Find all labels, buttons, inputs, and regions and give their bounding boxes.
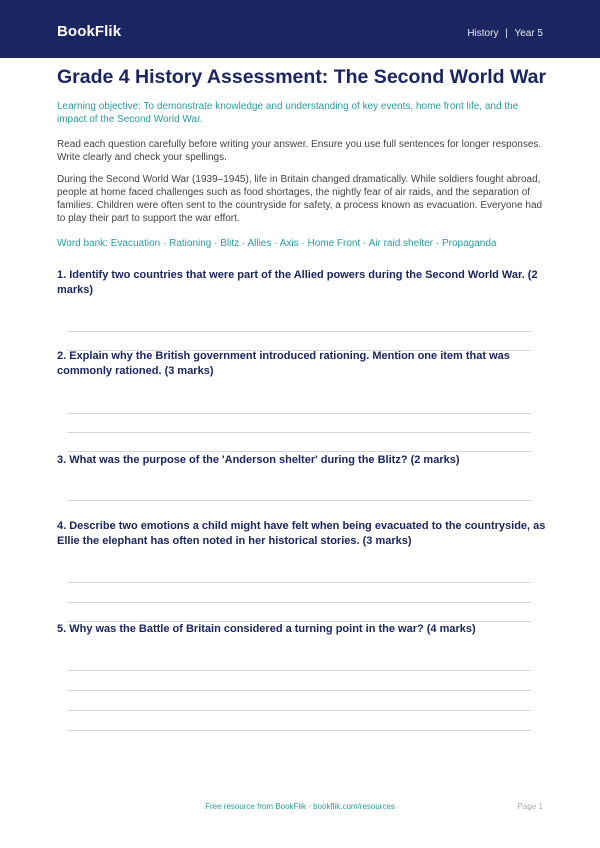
header-separator: | (505, 28, 508, 39)
question-5: 5. Why was the Battle of Britain considered a turning point in the war? (4 marks) (57, 623, 476, 635)
answer-line[interactable] (67, 432, 531, 433)
answer-line[interactable] (67, 730, 531, 731)
answer-line[interactable] (67, 451, 531, 452)
answer-line[interactable] (67, 710, 531, 711)
answer-line[interactable] (67, 331, 531, 332)
year-label: Year 5 (514, 28, 543, 39)
subject-label: History (467, 28, 499, 39)
answer-line[interactable] (67, 690, 531, 691)
question-2: 2. Explain why the British government introduced rationing. Mention one item that was commonly rationed. (3 marks) (57, 350, 510, 377)
page-title: Grade 4 History Assessment: The Second World War (57, 66, 547, 88)
word-bank: Word bank: Evacuation · Rationing · Blitz · Allies · Axis · Home Front · Air raid shelter · Propaganda (57, 238, 497, 249)
answer-line[interactable] (67, 582, 531, 583)
answer-line[interactable] (67, 413, 531, 414)
page-header (0, 0, 600, 58)
question-3: 3. What was the purpose of the 'Anderson shelter' during the Blitz? (2 marks) (57, 454, 460, 466)
answer-line[interactable] (67, 500, 531, 501)
instructions: Read each question carefully before writing your answer. Ensure you use full sentences for longer responses. Write clearly and check your spellings. (57, 139, 542, 163)
brand-logo: BookFlik (57, 23, 122, 40)
page-number: Page 1 (517, 802, 543, 811)
answer-line[interactable] (67, 602, 531, 603)
question-4: 4. Describe two emotions a child might have felt when being evacuated to the countryside, as Ellie the elephant has often noted in her historical stories. (3 marks) (57, 520, 546, 547)
footer-text: Free resource from BookFlik · bookflik.com/resources (205, 802, 395, 811)
context-paragraph: During the Second World War (1939–1945), life in Britain changed dramatically. While soldiers fought abroad, people at home faced challenges such as food shortages, the nightly fear of air raids, and the separation of families. Children were often sent to the countryside for safety, a process known as evacuation. Everyone had to play their part to support the war effort. (57, 174, 543, 224)
answer-line[interactable] (67, 670, 531, 671)
learning-objective: Learning objective: To demonstrate knowledge and understanding of key events, home front life, and the impact of the Second World War. (57, 101, 519, 125)
header-meta (467, 28, 543, 39)
question-1: 1. Identify two countries that were part of the Allied powers during the Second World War. (2 marks) (57, 269, 538, 296)
